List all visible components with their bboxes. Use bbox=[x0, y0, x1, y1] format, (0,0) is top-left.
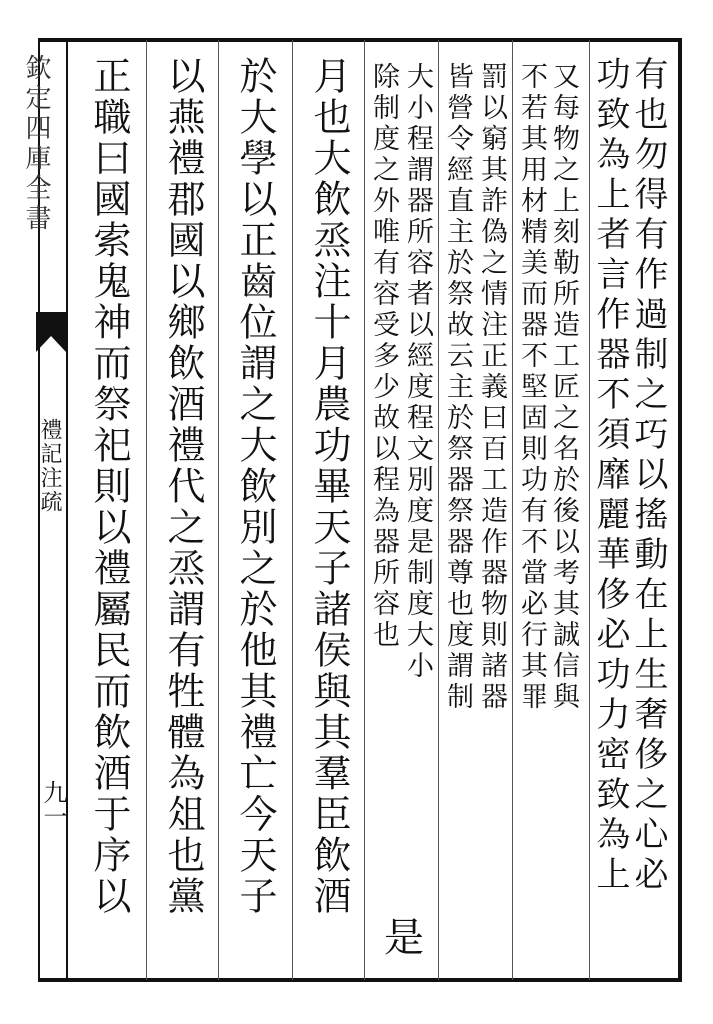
annotation-col-4b: 皆營令經直主於祭故云主於祭器祭器尊也度謂制 bbox=[442, 62, 473, 713]
text-column-8: 以燕禮郡國以鄉飲酒禮代之烝謂有牲體為俎也黨 bbox=[161, 56, 205, 917]
column-rule bbox=[146, 40, 147, 980]
column-rule bbox=[438, 40, 439, 980]
annotation-col-5b: 除制度之外唯有容受多少故以程為器所容也 bbox=[368, 62, 399, 651]
column-5-end-char: 是 bbox=[384, 915, 424, 961]
annotation-col-5a: 大小程謂器所容者以經度程文別度是制度大小 bbox=[402, 62, 433, 682]
text-column-2-large-visible: 功致為上者言作器不須靡麗華侈必功力密致為上 bbox=[590, 56, 630, 896]
annotation-col-4a: 罰以窮其詐偽之情注正義曰百工造作器物則諸器 bbox=[476, 62, 507, 713]
margin-title: 欽定四庫全書 bbox=[21, 54, 51, 234]
text-column-9: 正職曰國索鬼神而祭祀則以禮屬民而飲酒于序以 bbox=[87, 56, 131, 917]
margin-book-title: 禮記注疏 bbox=[37, 418, 62, 514]
column-rule bbox=[512, 40, 513, 980]
page-frame bbox=[38, 38, 682, 982]
margin-page-number: 九一 bbox=[39, 780, 67, 828]
column-rule bbox=[218, 40, 219, 980]
column-rule bbox=[364, 40, 365, 980]
text-column-1: 有也勿得有作過制之巧以搖動在上生奢侈之心必 bbox=[628, 56, 668, 896]
column-rule bbox=[292, 40, 293, 980]
text-column-7: 於大學以正齒位謂之大飲別之於他其禮亡今天子 bbox=[233, 56, 277, 917]
annotation-col-3a: 又每物之上刻勒所造工匠之名於後以考其誠信與 bbox=[548, 62, 579, 713]
margin-rule bbox=[66, 38, 68, 982]
annotation-col-3b: 不若其用材精美而器不堅固則功有不當必行其罪 bbox=[516, 62, 547, 713]
text-column-6: 月也大飲烝注十月農功畢天子諸侯與其羣臣飲酒 bbox=[307, 56, 351, 917]
